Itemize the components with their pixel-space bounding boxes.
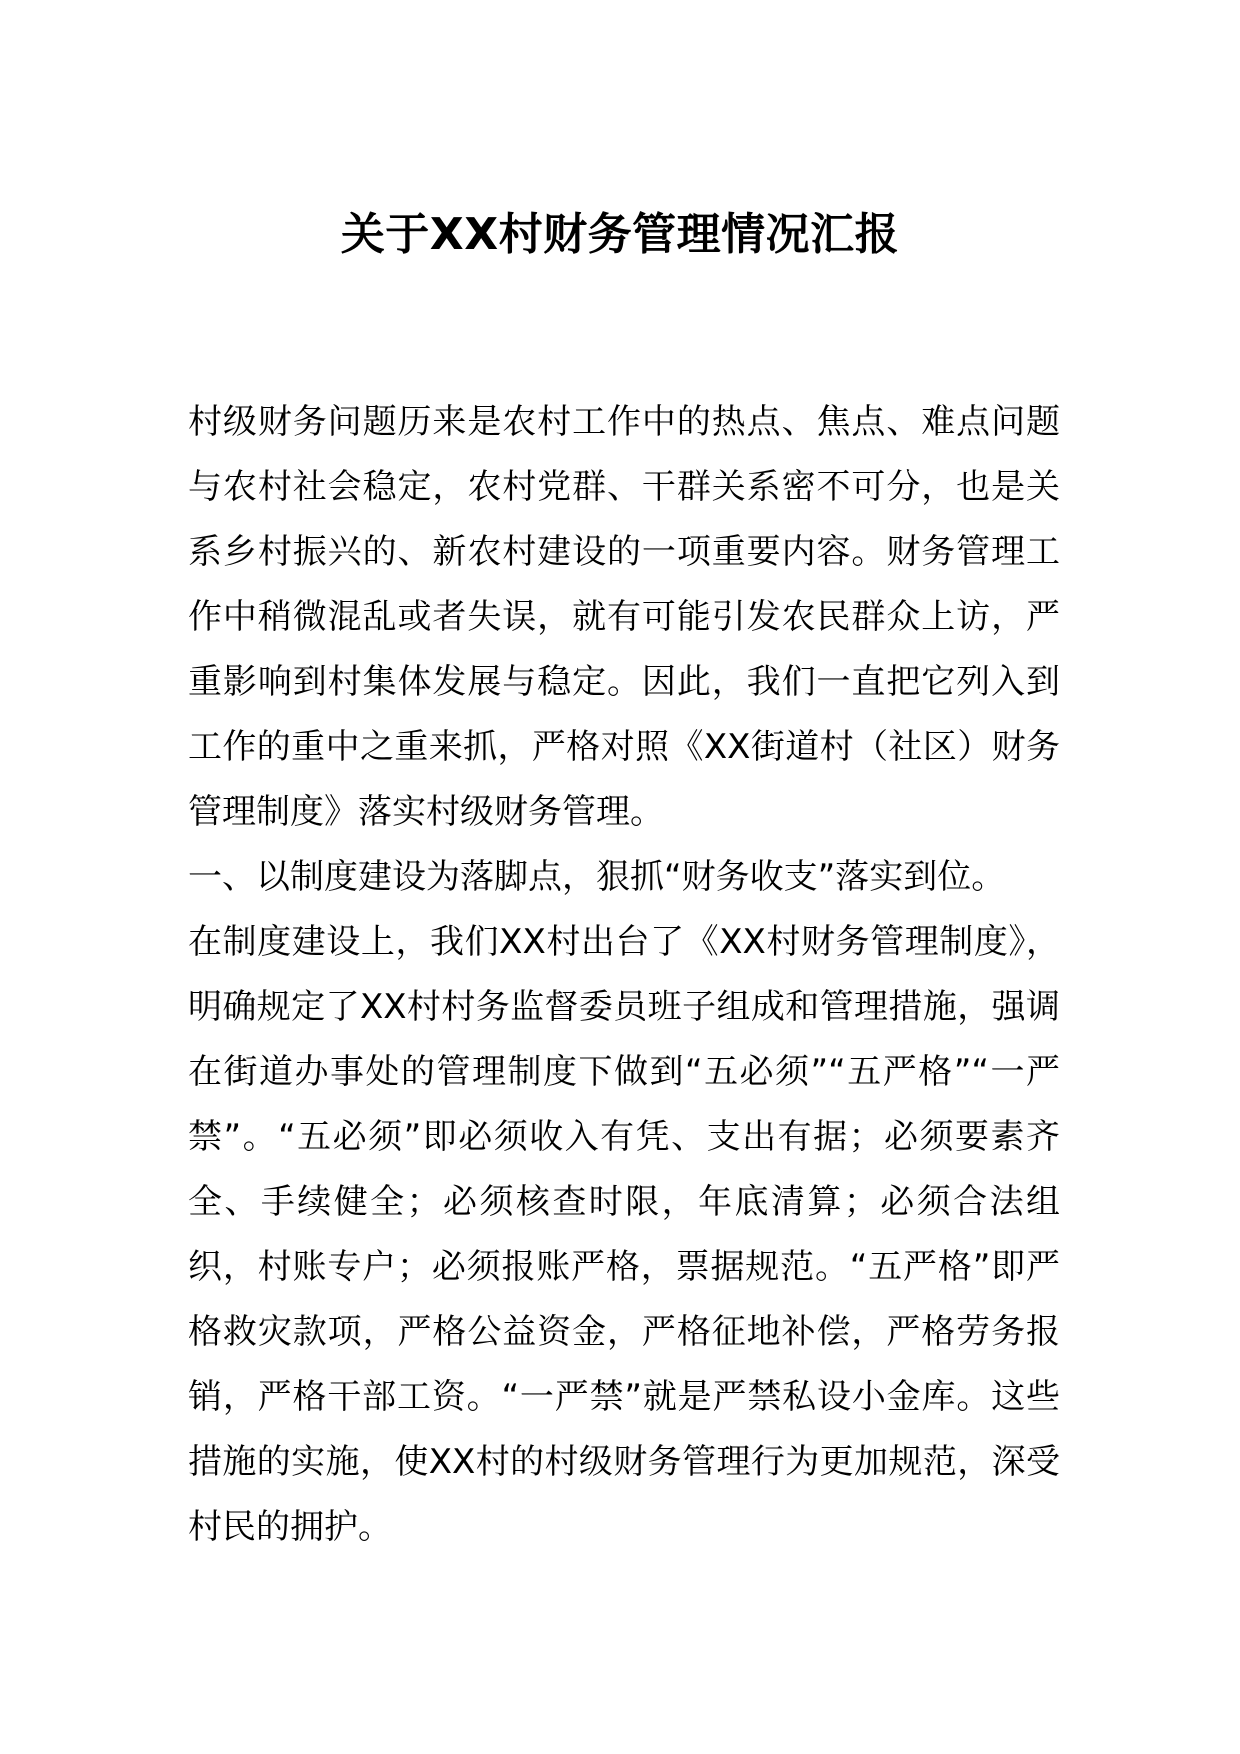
paragraph-intro: 村级财务问题历来是农村工作中的热点、焦点、难点问题与农村社会稳定，农村党群、干群关系密不可分，也是关系乡村振兴的、新农村建设的一项重要内容。财务管理工作中稍微混乱或者失误，就有可能引发农民群众上访，严重影响到村集体发展与稳定。因此，我们一直把它列入到工作的重中之重来抓，严格对照《XX街道村（社区）财务管理制度》落实村级财务管理。 bbox=[188, 402, 1060, 832]
paragraph-institution: 在制度建设上，我们XX村出台了《XX村财务管理制度》，明确规定了XX村村务监督委员班子组成和管理措施，强调在街道办事处的管理制度下做到“五必须”“五严格”“一严禁”。“五必须”即必须收入有凭、支出有据；必须要素齐全、手续健全；必须核查时限，年底清算；必须合法组织，村账专户；必须报账严格，票据规范。“五严格”即严格救灾款项，严格公益资金，严格征地补偿，严格劳务报销，严格干部工资。“一严禁”就是严禁私设小金库。这些措施的实施，使XX村的村级财务管理行为更加规范，深受村民的拥护。 bbox=[188, 922, 1060, 1547]
section-heading-1: 一、以制度建设为落脚点，狠抓“财务收支”落实到位。 bbox=[188, 857, 1006, 897]
document-title: 关于XX村财务管理情况汇报 bbox=[340, 209, 900, 260]
document-body bbox=[188, 390, 1060, 1560]
